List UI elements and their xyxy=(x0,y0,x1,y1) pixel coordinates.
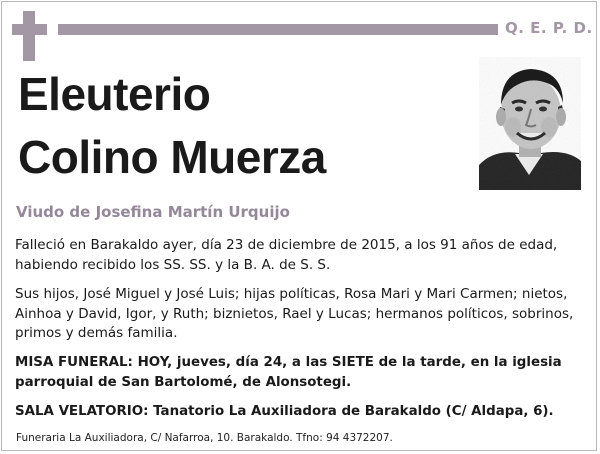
funeral-home-footer: Funeraria La Auxiliadora, C/ Nafarroa, 10. Barakaldo. Tfno: 94 4372207. xyxy=(16,432,393,444)
wake-room-paragraph: SALA VELATORIO: Tanatorio La Auxiliadora de Barakaldo (C/ Aldapa, 6). xyxy=(15,404,554,419)
deceased-first-name: Eleuterio xyxy=(18,68,211,120)
death-notice-paragraph: Falleció en Barakaldo ayer, día 23 de diciembre de 2015, a los 91 años de edad, habiendo recibido los SS. SS. y la B. A. de S. S. xyxy=(15,237,558,273)
deceased-surnames: Colino Muerza xyxy=(18,131,326,183)
widower-of-line: Viudo de Josefina Martín Urquijo xyxy=(16,203,290,221)
header-rule xyxy=(58,24,498,35)
funeral-mass-paragraph: MISA FUNERAL: HOY, jueves, día 24, a las SIETE de la tarde, en la iglesia parroquial de San Bartolomé, de Alonsotegi. xyxy=(15,355,562,390)
family-paragraph: Sus hijos, José Miguel y José Luis; hijas políticas, Rosa Mari y Mari Carmen; nietos, Ainhoa y David, Igor, y Ruth; biznietos, Rael y Lucas; hermanos políticos, sobrinos, primos y demás familia. xyxy=(15,286,574,341)
cross-vertical-bar xyxy=(23,11,35,61)
qepd-label: Q. E. P. D. xyxy=(505,19,593,37)
portrait-photo xyxy=(479,57,581,190)
portrait-photo-icon xyxy=(479,57,581,190)
cross-horizontal-bar xyxy=(12,24,47,35)
